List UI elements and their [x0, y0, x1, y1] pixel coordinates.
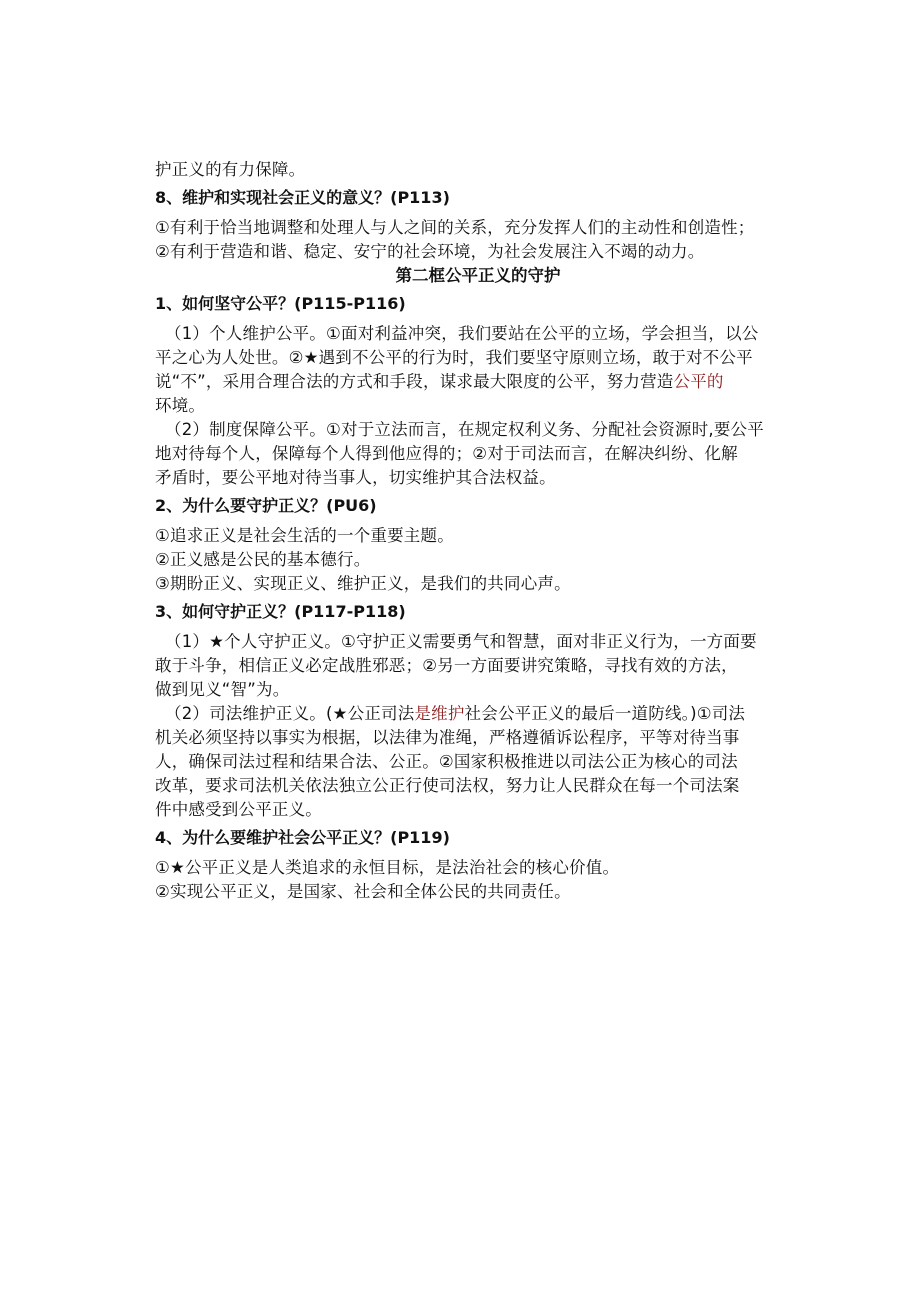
answer-1-p2-line-1: （2）制度保障公平。①对于立法而言，在规定权利义务、分配社会资源时,要公平 — [165, 420, 764, 439]
answer-3-p2-highlight: 是维护 — [414, 704, 465, 723]
answer-4-line-2: ②实现公平正义，是国家、社会和全体公民的共同责任。 — [155, 882, 571, 901]
answer-1-p2-line-2: 地对待每个人，保障每个人得到他应得的；②对于司法而言，在解决纠纷、化解 — [155, 444, 738, 463]
answer-2-line-1: ①追求正义是社会生活的一个重要主题。 — [155, 526, 454, 545]
answer-1-p2-line-3: 矛盾时，要公平地对待当事人，切实维护其合法权益。 — [155, 468, 556, 487]
answer-1-p1-line-3 — [155, 370, 765, 394]
answer-3-p2-line-3: 人，确保司法过程和结果合法、公正。②国家积极推进以司法公正为核心的司法 — [155, 752, 738, 771]
document-page — [155, 158, 765, 904]
answer-2-line-3: ③期盼正义、实现正义、维护正义，是我们的共同心声。 — [155, 574, 571, 593]
answer-1-p1-line-1: （1）个人维护公平。①面对利益冲突，我们要站在公平的立场，学会担当，以公 — [165, 324, 759, 343]
answer-8-line-2: ②有利于营造和谐、稳定、安宁的社会环境，为社会发展注入不竭的动力。 — [155, 242, 705, 261]
question-1-heading: 1、如何坚守公平？(P115-P116) — [155, 294, 406, 313]
answer-3-p1-line-2: 敢于斗争，相信正义必定战胜邪恶；②另一方面要讲究策略，寻找有效的方法， — [155, 656, 738, 675]
answer-2-line-2: ②正义感是公民的基本德行。 — [155, 550, 371, 569]
answer-3-p2-line-1 — [155, 702, 765, 726]
answer-8-line-1: ①有利于恰当地调整和处理人与人之间的关系，充分发挥人们的主动性和创造性； — [155, 218, 755, 237]
answer-3-p2-line-4: 改革，要求司法机关依法独立公正行使司法权，努力让人民群众在每一个司法案 — [155, 776, 740, 795]
question-8-heading: 8、维护和实现社会正义的意义？(P113) — [155, 188, 450, 207]
answer-4-line-1: ①★公平正义是人类追求的永恒目标，是法治社会的核心价值。 — [155, 858, 620, 877]
answer-3-p1-line-3: 做到见义“智”为。 — [155, 680, 290, 699]
answer-1-p1-line-3-text: 说“不”，采用合理合法的方式和手段，谋求最大限度的公平，努力营造 — [155, 372, 674, 391]
answer-1-p1-line-2: 平之心为人处世。②★遇到不公平的行为时，我们要坚守原则立场，敢于对不公平 — [155, 348, 753, 367]
answer-3-p2-line-5: 件中感受到公平正义。 — [155, 800, 322, 819]
answer-3-p2-line-1-text-a: （2）司法维护正义。(★公正司法 — [165, 704, 415, 723]
question-2-heading: 2、为什么要守护正义？(PU6) — [155, 496, 377, 515]
question-3-heading: 3、如何守护正义？(P117-P118) — [155, 602, 406, 621]
question-4-heading: 4、为什么要维护社会公平正义？(P119) — [155, 828, 450, 847]
section-title: 第二框公平正义的守护 — [395, 266, 561, 285]
previous-paragraph-tail: 护正义的有力保障。 — [155, 160, 306, 179]
answer-1-p1-highlight: 公平的 — [673, 372, 724, 391]
answer-3-p2-line-1-text-b: 社会公平正义的最后一道防线。)①司法 — [464, 704, 746, 723]
answer-3-p2-line-2: 机关必须坚持以事实为根据，以法律为准绳，严格遵循诉讼程序，平等对待当事 — [155, 728, 740, 747]
answer-1-p1-line-4: 环境。 — [155, 396, 206, 415]
answer-3-p1-line-1: （1）★个人守护正义。①守护正义需要勇气和智慧，面对非正义行为，一方面要 — [165, 632, 757, 651]
